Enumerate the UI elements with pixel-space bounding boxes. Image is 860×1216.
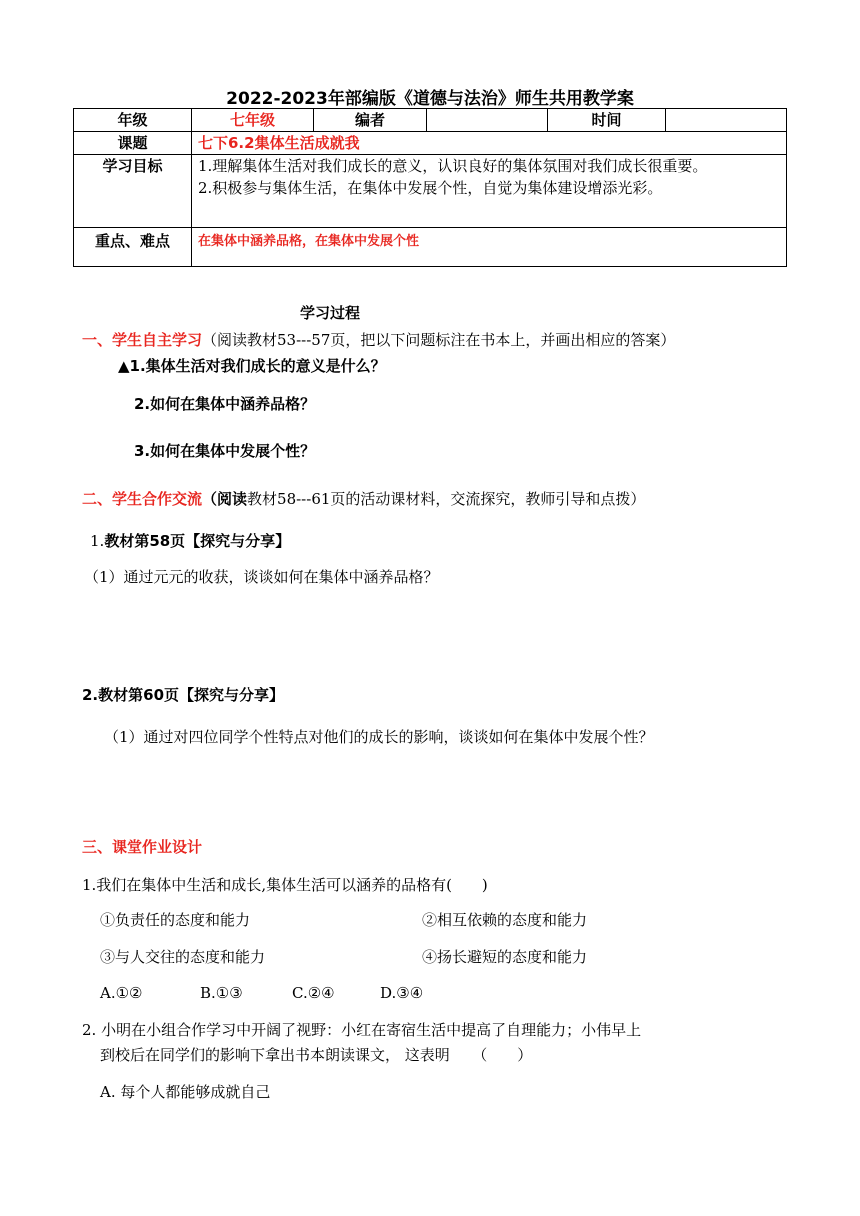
section3-q1-option4: ④扬长避短的态度和能力	[422, 948, 588, 966]
section3-q1-option2: ②相互依赖的态度和能力	[422, 911, 588, 929]
grade-value: 七年级	[192, 109, 314, 132]
choice-b: B.①③	[200, 984, 243, 1002]
section3-q2-line1: 2. 小明在小组合作学习中开阔了视野：小红在寄宿生活中提高了自理能力；小伟早上	[82, 1021, 642, 1039]
topic-label: 课题	[74, 132, 192, 155]
section3-q1-option1: ①负责任的态度和能力	[100, 911, 251, 929]
topic-value: 七下6.2集体生活成就我	[192, 132, 787, 155]
section1-q3: 3.如何在集体中发展个性？	[134, 442, 316, 460]
grade-label: 年级	[74, 109, 192, 132]
section3-heading: 三、课堂作业设计	[82, 838, 203, 856]
time-label: 时间	[548, 109, 666, 132]
section1-heading-line	[82, 329, 675, 350]
section2-item1-question: （1）通过元元的收获，谈谈如何在集体中涵养品格？	[84, 568, 439, 586]
goals-content	[192, 155, 787, 228]
section2-item1-title	[90, 530, 290, 551]
section2-heading: 二、学生合作交流	[82, 490, 203, 508]
keypoints-label: 重点、难点	[74, 228, 192, 267]
section1-q1: ▲1.集体生活对我们成长的意义是什么？	[118, 357, 386, 375]
section1-heading: 一、学生自主学习	[82, 331, 203, 349]
section1-q2: 2.如何在集体中涵养品格？	[134, 395, 316, 413]
goal-1: 1.理解集体生活对我们成长的意义，认识良好的集体氛围对我们成长很重要。	[198, 157, 708, 175]
editor-value	[427, 109, 548, 132]
section2-note-bold: （阅读	[202, 490, 248, 508]
section3-q2-line2: 到校后在同学们的影响下拿出书本朗读课文， 这表明 （ ）	[100, 1046, 533, 1064]
section1-note: （阅读教材53---57页，把以下问题标注在书本上，并画出相应的答案）	[202, 331, 676, 349]
section3-q1-choices	[100, 984, 423, 1002]
editor-label: 编者	[314, 109, 427, 132]
time-value	[666, 109, 787, 132]
section2-heading-line	[82, 488, 645, 509]
section2-note: 教材58---61页的活动课材料，交流探究，教师引导和点拨）	[247, 490, 646, 508]
choice-c: C.②④	[292, 984, 335, 1002]
goal-2: 2.积极参与集体生活，在集体中发展个性，自觉为集体建设增添光彩。	[198, 179, 663, 197]
section2-item1-number: 1.	[90, 532, 105, 550]
section3-q2-option-a: A. 每个人都能够成就自己	[100, 1083, 271, 1101]
section2-item1-label: 教材第58页【探究与分享】	[104, 532, 291, 550]
section2-item2-question: （1）通过对四位同学个性特点对他们的成长的影响，谈谈如何在集体中发展个性？	[104, 728, 654, 746]
section3-q1-option3: ③与人交往的态度和能力	[100, 948, 266, 966]
goals-label: 学习目标	[74, 155, 192, 228]
choice-d: D.③④	[380, 984, 424, 1002]
process-title: 学习过程	[300, 304, 361, 322]
keypoints-value: 在集体中涵养品格，在集体中发展个性	[192, 228, 787, 267]
section2-item2-title: 2.教材第60页【探究与分享】	[82, 686, 285, 704]
document-title: 2022-2023年部编版《道德与法治》师生共用教学案	[226, 89, 634, 109]
lesson-info-table	[73, 108, 787, 267]
section3-q1-stem: 1.我们在集体中生活和成长,集体生活可以涵养的品格有( )	[82, 876, 488, 894]
choice-a: A.①②	[100, 984, 143, 1002]
